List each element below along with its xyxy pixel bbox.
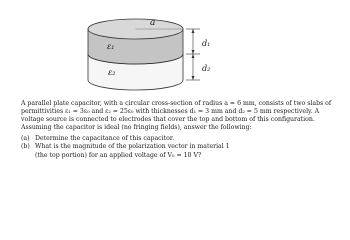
question-text: Determine the capacitance of this capacitor. [35, 135, 175, 143]
arrowhead-d2-up [192, 54, 195, 58]
question-b-continuation: (the top portion) for an applied voltage of V₀ = 10 V? [35, 151, 202, 159]
arrowhead-d1-down [192, 50, 195, 54]
material-2-label: ε₂ [108, 68, 116, 77]
thickness-2-label: d₂ [202, 64, 211, 73]
arrowhead-d1-up [192, 29, 195, 33]
arrowhead-d2-down [192, 76, 195, 80]
problem-text [21, 100, 343, 160]
thickness-1-label: d₁ [202, 39, 211, 48]
question-label: (a) [21, 135, 30, 143]
problem-intro: A parallel plate capacitor, with a circular cross-section of radius a = 6 mm, consists of two slabs of permittivities ε₁ = 3ε₀ and ε₂ = 25ε₀ with thicknesses d₁ = 3 mm and d₂ = 5 mm respectively. A voltage source is connected to electrodes that cover the top and bottom of this configuration. Assuming the capacitor is ideal (no fringing fields), answer the following: [21, 100, 332, 132]
material-1-label: ε₁ [107, 42, 115, 51]
capacitor-figure [0, 0, 350, 92]
radius-label: a [150, 18, 156, 28]
question-a [21, 135, 343, 143]
question-label: (b) [21, 143, 30, 151]
question-text: What is the magnitude of the polarization vector in material 1 [35, 143, 230, 151]
question-b [21, 143, 343, 151]
question-list [21, 135, 343, 159]
